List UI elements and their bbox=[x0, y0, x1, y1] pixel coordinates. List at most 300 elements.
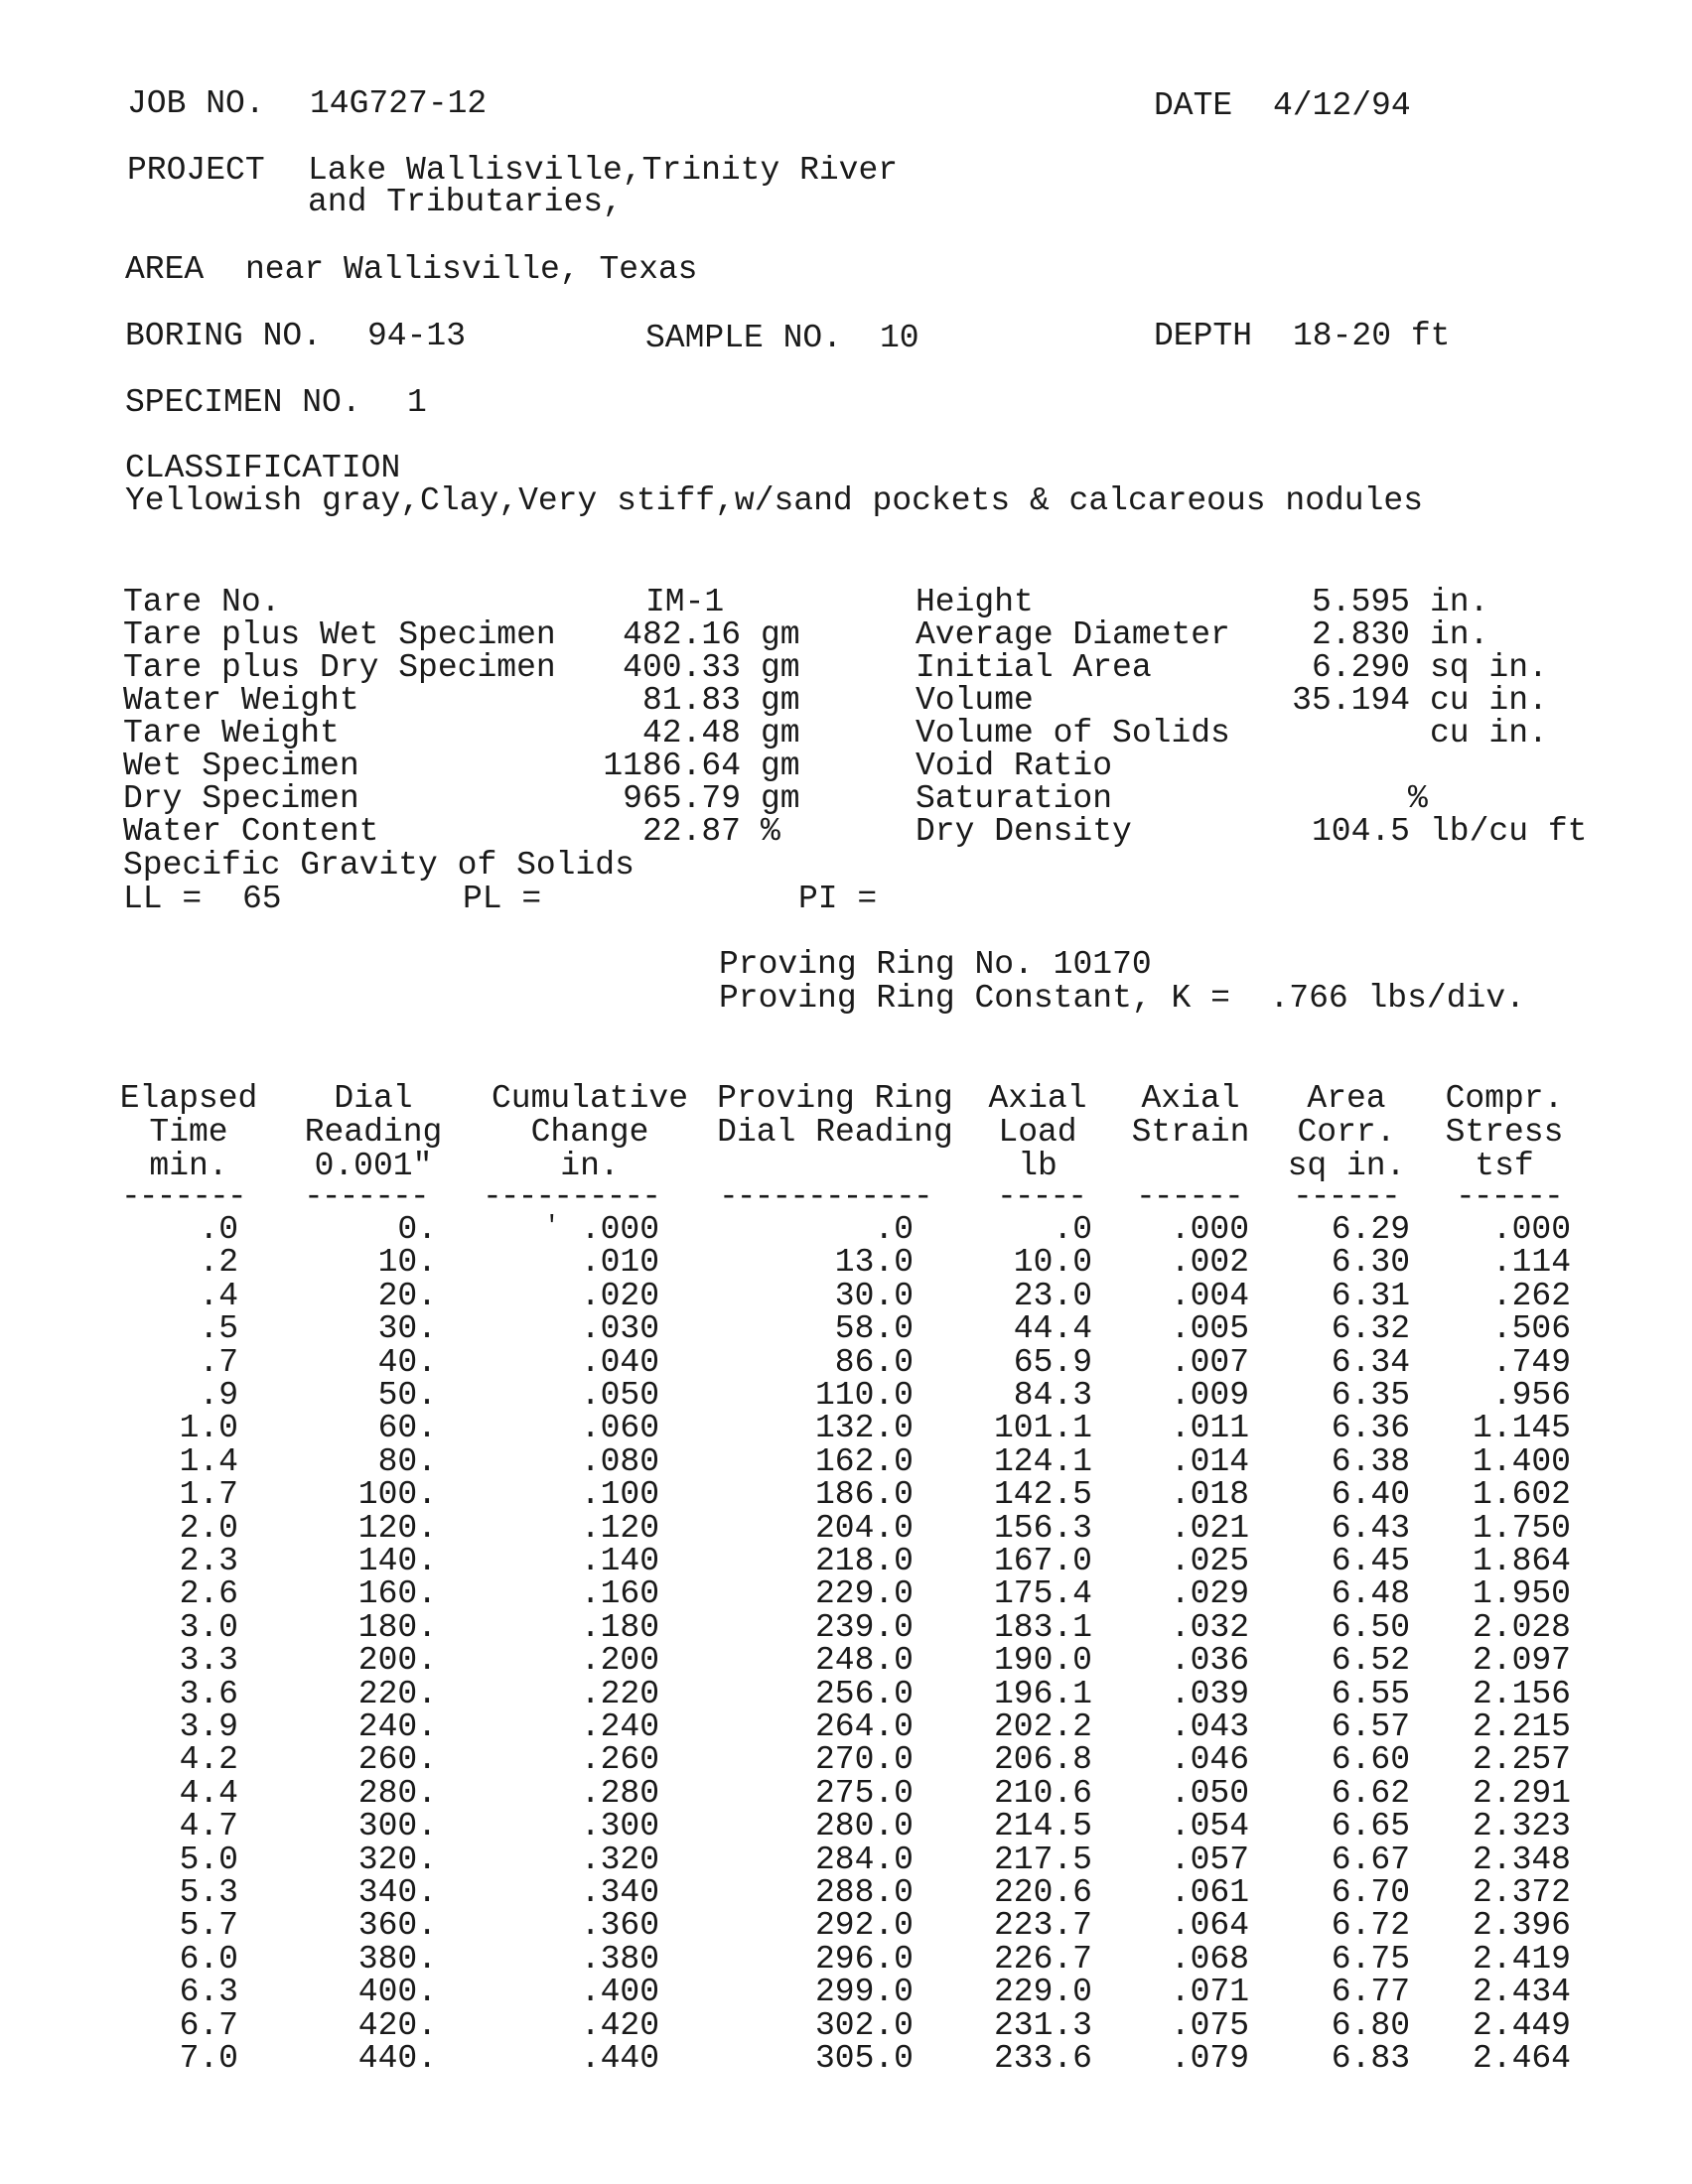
table-cell: 260. bbox=[357, 1741, 437, 1779]
table-cell: 3.0 bbox=[179, 1608, 238, 1646]
table-cell: 1.750 bbox=[1472, 1509, 1571, 1547]
table-cell: .240 bbox=[580, 1708, 659, 1745]
table-cell: .011 bbox=[1170, 1410, 1249, 1447]
prop-unit: cu in. bbox=[1430, 715, 1548, 751]
table-cell: 4.4 bbox=[179, 1774, 238, 1812]
table-row bbox=[0, 1843, 1692, 1877]
table-row bbox=[0, 1608, 1692, 1646]
area-value: near Wallisville, Texas bbox=[245, 251, 698, 288]
table-row bbox=[0, 1312, 1692, 1346]
table-cell: 160. bbox=[357, 1575, 437, 1613]
prop-value: 22.87 bbox=[641, 813, 741, 850]
table-cell: 400. bbox=[357, 1974, 437, 2011]
sample-no-value: 10 bbox=[880, 320, 919, 356]
table-cell: .005 bbox=[1170, 1310, 1249, 1348]
table-cell: .050 bbox=[1170, 1774, 1249, 1812]
table-cell: .506 bbox=[1491, 1310, 1571, 1348]
table-cell: 6.55 bbox=[1331, 1675, 1410, 1712]
pl-label: PL = bbox=[463, 881, 542, 917]
table-cell: 214.5 bbox=[993, 1808, 1092, 1845]
table-cell: 296.0 bbox=[814, 1940, 914, 1978]
table-cell: 2.449 bbox=[1472, 2006, 1571, 2044]
table-cell: 233.6 bbox=[993, 2040, 1092, 2077]
table-cell: 156.3 bbox=[993, 1509, 1092, 1547]
date-value: 4/12/94 bbox=[1273, 87, 1411, 124]
table-cell: 6.62 bbox=[1331, 1774, 1410, 1812]
table-cell: 280. bbox=[357, 1774, 437, 1812]
prop-value: IM-1 bbox=[645, 584, 725, 620]
table-cell: 65.9 bbox=[1013, 1343, 1092, 1381]
area-label: AREA bbox=[125, 251, 205, 288]
table-cell: .079 bbox=[1170, 2040, 1249, 2077]
column-header-line: Change bbox=[530, 1114, 649, 1151]
prop-label: Volume bbox=[916, 682, 1034, 719]
table-cell: 299.0 bbox=[814, 1974, 914, 2011]
prop-label: Tare No. bbox=[123, 584, 281, 620]
table-cell: 264.0 bbox=[814, 1708, 914, 1745]
prop-unit: sq in. bbox=[1430, 649, 1548, 686]
project-label: PROJECT bbox=[127, 152, 265, 189]
specimen-no-label: SPECIMEN NO. bbox=[125, 384, 361, 421]
table-cell: 6.72 bbox=[1331, 1907, 1410, 1945]
table-cell: 1.145 bbox=[1472, 1410, 1571, 1447]
prop-label: Tare Weight bbox=[123, 715, 340, 751]
table-row bbox=[0, 1442, 1692, 1480]
table-cell: 6.38 bbox=[1331, 1442, 1410, 1480]
table-row bbox=[0, 1909, 1692, 1943]
table-cell: 167.0 bbox=[993, 1543, 1092, 1579]
column-header-line: sq in. bbox=[1287, 1148, 1406, 1184]
column-header-line: Strain bbox=[1131, 1114, 1250, 1151]
table-cell: 1.7 bbox=[179, 1476, 238, 1514]
table-cell: 300. bbox=[357, 1808, 437, 1845]
table-cell: .120 bbox=[580, 1509, 659, 1547]
table-cell: 2.419 bbox=[1472, 1940, 1571, 1978]
table-cell: .071 bbox=[1170, 1974, 1249, 2011]
prop-label: Void Ratio bbox=[916, 748, 1113, 784]
table-cell: .018 bbox=[1170, 1476, 1249, 1514]
table-cell: .7 bbox=[199, 1343, 238, 1381]
table-cell: 248.0 bbox=[814, 1642, 914, 1680]
table-cell: 2.372 bbox=[1472, 1874, 1571, 1911]
dash-divider: ------ bbox=[1136, 1178, 1242, 1215]
table-row bbox=[0, 1940, 1692, 1978]
classification-value: Yellowish gray,Clay,Very stiff,w/sand pockets & calcareous nodules bbox=[125, 482, 1424, 519]
prop-label: Tare plus Wet Specimen bbox=[123, 616, 556, 653]
table-cell: .140 bbox=[580, 1543, 659, 1579]
table-cell: 142.5 bbox=[993, 1476, 1092, 1514]
table-row bbox=[0, 1277, 1692, 1314]
table-cell: .000 bbox=[580, 1211, 659, 1248]
prop-value: 5.595 bbox=[1311, 584, 1410, 620]
column-header-line: Axial bbox=[1141, 1080, 1240, 1117]
table-cell: .114 bbox=[1491, 1244, 1571, 1282]
table-cell: 6.3 bbox=[179, 1974, 238, 2011]
table-cell: 6.31 bbox=[1331, 1277, 1410, 1314]
table-cell: 180. bbox=[357, 1608, 437, 1646]
table-cell: 6.36 bbox=[1331, 1410, 1410, 1447]
table-cell: 206.8 bbox=[993, 1741, 1092, 1779]
table-row bbox=[0, 2042, 1692, 2076]
table-cell: .280 bbox=[580, 1774, 659, 1812]
table-cell: .420 bbox=[580, 2006, 659, 2044]
table-cell: 217.5 bbox=[993, 1841, 1092, 1878]
prop-label: Water Weight bbox=[123, 682, 359, 719]
prop-unit: gm bbox=[761, 682, 800, 719]
prop-label: Wet Specimen bbox=[123, 748, 359, 784]
prop-value: 965.79 bbox=[623, 780, 741, 817]
proving-ring-constant: Proving Ring Constant, K = .766 lbs/div. bbox=[719, 980, 1525, 1017]
table-cell: 2.257 bbox=[1472, 1741, 1571, 1779]
table-cell: 4.7 bbox=[179, 1808, 238, 1845]
table-cell: 6.67 bbox=[1331, 1841, 1410, 1878]
prop-value: 1186.64 bbox=[603, 748, 741, 784]
table-cell: 86.0 bbox=[834, 1343, 914, 1381]
table-cell: 6.75 bbox=[1331, 1940, 1410, 1978]
table-row bbox=[0, 1743, 1692, 1777]
boring-no-label: BORING NO. bbox=[125, 318, 323, 354]
specimen-no-value: 1 bbox=[407, 384, 427, 421]
table-cell: 3.3 bbox=[179, 1642, 238, 1680]
table-cell: .030 bbox=[580, 1310, 659, 1348]
table-cell: .0 bbox=[199, 1211, 238, 1248]
table-cell: .054 bbox=[1170, 1808, 1249, 1845]
prop-label: Initial Area bbox=[916, 649, 1152, 686]
table-cell: .320 bbox=[580, 1841, 659, 1878]
table-cell: 6.0 bbox=[179, 1940, 238, 1978]
depth-label: DEPTH bbox=[1154, 318, 1253, 354]
column-header-line: Cumulative bbox=[491, 1080, 689, 1117]
table-cell: 60. bbox=[377, 1410, 437, 1447]
job-no-label: JOB NO. bbox=[127, 85, 265, 122]
table-cell: 218.0 bbox=[814, 1543, 914, 1579]
table-cell: .057 bbox=[1170, 1841, 1249, 1878]
prop-label: Height bbox=[916, 584, 1034, 620]
table-cell: 220.6 bbox=[993, 1874, 1092, 1911]
table-cell: 2.215 bbox=[1472, 1708, 1571, 1745]
table-cell: .004 bbox=[1170, 1277, 1249, 1314]
table-cell: 2.0 bbox=[179, 1509, 238, 1547]
prop-value: 6.290 bbox=[1311, 649, 1410, 686]
column-header-line: Time bbox=[149, 1114, 228, 1151]
table-row bbox=[0, 1213, 1692, 1247]
sample-no-label: SAMPLE NO. bbox=[645, 320, 843, 356]
pi-label: PI = bbox=[798, 881, 878, 917]
column-header-line: Proving Ring bbox=[717, 1080, 953, 1117]
prop-value: 2.830 bbox=[1311, 616, 1410, 653]
table-cell: .043 bbox=[1170, 1708, 1249, 1745]
table-cell: 2.323 bbox=[1472, 1808, 1571, 1845]
depth-value: 18-20 ft bbox=[1293, 318, 1451, 354]
table-cell: 2.434 bbox=[1472, 1974, 1571, 2011]
column-header-line: tsf bbox=[1475, 1148, 1534, 1184]
table-cell: 2.028 bbox=[1472, 1608, 1571, 1646]
table-cell: 50. bbox=[377, 1377, 437, 1414]
table-cell: .440 bbox=[580, 2040, 659, 2077]
table-cell: 10. bbox=[377, 1244, 437, 1282]
table-cell: 2.464 bbox=[1472, 2040, 1571, 2077]
table-cell: 30.0 bbox=[834, 1277, 914, 1314]
table-cell: 2.396 bbox=[1472, 1907, 1571, 1945]
ll-label: LL = bbox=[123, 881, 203, 917]
table-cell: 2.6 bbox=[179, 1575, 238, 1613]
table-cell: 360. bbox=[357, 1907, 437, 1945]
table-cell: .032 bbox=[1170, 1608, 1249, 1646]
table-row bbox=[0, 1810, 1692, 1843]
table-cell: 270.0 bbox=[814, 1741, 914, 1779]
column-header-line: Load bbox=[998, 1114, 1077, 1151]
table-cell: .007 bbox=[1170, 1343, 1249, 1381]
prop-value: 400.33 bbox=[623, 649, 741, 686]
table-cell: 6.70 bbox=[1331, 1874, 1410, 1911]
table-row bbox=[0, 1478, 1692, 1512]
table-cell: .9 bbox=[199, 1377, 238, 1414]
table-cell: .0 bbox=[1053, 1211, 1092, 1248]
dash-divider: ------ bbox=[1456, 1178, 1562, 1215]
table-cell: .064 bbox=[1170, 1907, 1249, 1945]
table-cell: 6.30 bbox=[1331, 1244, 1410, 1282]
dash-divider: ------- bbox=[304, 1178, 428, 1215]
classification-label: CLASSIFICATION bbox=[125, 450, 401, 486]
column-header-line: Stress bbox=[1445, 1114, 1564, 1151]
table-cell: 2.291 bbox=[1472, 1774, 1571, 1812]
column-header-line: 0.001" bbox=[314, 1148, 433, 1184]
prop-unit: gm bbox=[761, 649, 800, 686]
table-cell: 256.0 bbox=[814, 1675, 914, 1712]
table-cell: 440. bbox=[357, 2040, 437, 2077]
table-cell: 5.0 bbox=[179, 1841, 238, 1878]
table-cell: 1.400 bbox=[1472, 1442, 1571, 1480]
dash-divider: ---------- bbox=[483, 1178, 660, 1215]
prop-label: Average Diameter bbox=[916, 616, 1230, 653]
table-cell: 0. bbox=[397, 1211, 437, 1248]
table-cell: 6.43 bbox=[1331, 1509, 1410, 1547]
prop-value: 42.48 bbox=[641, 715, 741, 751]
table-row bbox=[0, 1976, 1692, 2009]
table-cell: .5 bbox=[199, 1310, 238, 1348]
table-cell: 239.0 bbox=[814, 1608, 914, 1646]
prop-unit: gm bbox=[761, 748, 800, 784]
table-cell: .340 bbox=[580, 1874, 659, 1911]
prop-unit: % bbox=[1408, 780, 1428, 817]
table-cell: 140. bbox=[357, 1543, 437, 1579]
prop-label: Volume of Solids bbox=[916, 715, 1230, 751]
table-cell: 162.0 bbox=[814, 1442, 914, 1480]
dash-divider: ------------ bbox=[719, 1178, 931, 1215]
table-cell: 223.7 bbox=[993, 1907, 1092, 1945]
prop-value: 81.83 bbox=[641, 682, 741, 719]
table-cell: .075 bbox=[1170, 2006, 1249, 2044]
table-cell: 6.48 bbox=[1331, 1575, 1410, 1613]
table-cell: 240. bbox=[357, 1708, 437, 1745]
table-row bbox=[0, 1675, 1692, 1712]
table-cell: 190.0 bbox=[993, 1642, 1092, 1680]
project-line-1: Lake Wallisville,Trinity River bbox=[308, 152, 899, 189]
table-cell: 288.0 bbox=[814, 1874, 914, 1911]
table-cell: .262 bbox=[1491, 1277, 1571, 1314]
dash-divider: ----- bbox=[997, 1178, 1086, 1215]
table-cell: 284.0 bbox=[814, 1841, 914, 1878]
table-cell: 275.0 bbox=[814, 1774, 914, 1812]
table-cell: 229.0 bbox=[814, 1575, 914, 1613]
table-cell: 340. bbox=[357, 1874, 437, 1911]
table-cell: 302.0 bbox=[814, 2006, 914, 2044]
table-cell: 229.0 bbox=[993, 1974, 1092, 2011]
table-cell: 120. bbox=[357, 1509, 437, 1547]
stray-mark: ' bbox=[544, 1211, 560, 1241]
prop-label: Tare plus Dry Specimen bbox=[123, 649, 556, 686]
job-no-value: 14G727-12 bbox=[310, 85, 488, 122]
table-cell: 10.0 bbox=[1013, 1244, 1092, 1282]
table-cell: .0 bbox=[874, 1211, 914, 1248]
dash-divider: ------- bbox=[121, 1178, 245, 1215]
table-cell: .021 bbox=[1170, 1509, 1249, 1547]
table-row bbox=[0, 2006, 1692, 2044]
table-cell: 420. bbox=[357, 2006, 437, 2044]
column-header-line: lb bbox=[1018, 1148, 1058, 1184]
prop-label: Dry Specimen bbox=[123, 780, 359, 817]
table-cell: 1.0 bbox=[179, 1410, 238, 1447]
table-cell: 4.2 bbox=[179, 1741, 238, 1779]
table-cell: 1.4 bbox=[179, 1442, 238, 1480]
dash-divider: ------ bbox=[1293, 1178, 1399, 1215]
prop-value: 482.16 bbox=[623, 616, 741, 653]
table-cell: .200 bbox=[580, 1642, 659, 1680]
prop-value: 35.194 bbox=[1292, 682, 1410, 719]
table-cell: 7.0 bbox=[179, 2040, 238, 2077]
prop-label: Water Content bbox=[123, 813, 379, 850]
table-cell: 23.0 bbox=[1013, 1277, 1092, 1314]
table-cell: 5.3 bbox=[179, 1874, 238, 1911]
column-header-line: Area bbox=[1307, 1080, 1386, 1117]
table-cell: .029 bbox=[1170, 1575, 1249, 1613]
column-header-line: Compr. bbox=[1445, 1080, 1564, 1117]
table-cell: 110.0 bbox=[814, 1377, 914, 1414]
table-cell: 1.602 bbox=[1472, 1476, 1571, 1514]
table-cell: .025 bbox=[1170, 1543, 1249, 1579]
boring-no-value: 94-13 bbox=[367, 318, 467, 354]
column-header-line: Corr. bbox=[1297, 1114, 1396, 1151]
table-row bbox=[0, 1774, 1692, 1812]
table-cell: 6.32 bbox=[1331, 1310, 1410, 1348]
table-cell: 6.52 bbox=[1331, 1642, 1410, 1680]
table-cell: 5.7 bbox=[179, 1907, 238, 1945]
table-row bbox=[0, 1577, 1692, 1611]
table-cell: .050 bbox=[580, 1377, 659, 1414]
table-cell: .4 bbox=[199, 1277, 238, 1314]
table-cell: 196.1 bbox=[993, 1675, 1092, 1712]
table-row bbox=[0, 1246, 1692, 1280]
table-cell: .000 bbox=[1170, 1211, 1249, 1248]
table-cell: 305.0 bbox=[814, 2040, 914, 2077]
prop-unit: gm bbox=[761, 616, 800, 653]
table-cell: 80. bbox=[377, 1442, 437, 1480]
table-cell: .002 bbox=[1170, 1244, 1249, 1282]
table-row bbox=[0, 1876, 1692, 1910]
table-cell: .068 bbox=[1170, 1940, 1249, 1978]
table-cell: .061 bbox=[1170, 1874, 1249, 1911]
table-cell: .220 bbox=[580, 1675, 659, 1712]
prop-label: Dry Density bbox=[916, 813, 1132, 850]
table-cell: .160 bbox=[580, 1575, 659, 1613]
table-row bbox=[0, 1509, 1692, 1547]
table-cell: .000 bbox=[1491, 1211, 1571, 1248]
table-cell: 292.0 bbox=[814, 1907, 914, 1945]
table-row bbox=[0, 1710, 1692, 1744]
table-cell: .956 bbox=[1491, 1377, 1571, 1414]
table-cell: 183.1 bbox=[993, 1608, 1092, 1646]
table-cell: 100. bbox=[357, 1476, 437, 1514]
table-cell: 2.348 bbox=[1472, 1841, 1571, 1878]
prop-unit: % bbox=[761, 813, 780, 850]
table-cell: 6.7 bbox=[179, 2006, 238, 2044]
table-cell: .400 bbox=[580, 1974, 659, 2011]
table-row bbox=[0, 1379, 1692, 1413]
table-cell: 6.50 bbox=[1331, 1608, 1410, 1646]
date-label: DATE bbox=[1154, 87, 1233, 124]
table-cell: 204.0 bbox=[814, 1509, 914, 1547]
table-cell: 40. bbox=[377, 1343, 437, 1381]
table-cell: 6.57 bbox=[1331, 1708, 1410, 1745]
table-row bbox=[0, 1644, 1692, 1678]
table-cell: 186.0 bbox=[814, 1476, 914, 1514]
table-cell: 220. bbox=[357, 1675, 437, 1712]
table-cell: 6.40 bbox=[1331, 1476, 1410, 1514]
table-cell: 6.80 bbox=[1331, 2006, 1410, 2044]
table-cell: 2.3 bbox=[179, 1543, 238, 1579]
prop-unit: lb/cu ft bbox=[1430, 813, 1588, 850]
table-cell: 2.097 bbox=[1472, 1642, 1571, 1680]
table-cell: 2.156 bbox=[1472, 1675, 1571, 1712]
column-header-line: Reading bbox=[304, 1114, 443, 1151]
column-header-line: Dial bbox=[334, 1080, 413, 1117]
table-cell: .010 bbox=[580, 1244, 659, 1282]
table-cell: .040 bbox=[580, 1343, 659, 1381]
column-header-line: Dial Reading bbox=[717, 1114, 953, 1151]
table-cell: 6.35 bbox=[1331, 1377, 1410, 1414]
table-cell: 13.0 bbox=[834, 1244, 914, 1282]
column-header-line: Elapsed bbox=[119, 1080, 258, 1117]
table-cell: 6.34 bbox=[1331, 1343, 1410, 1381]
table-cell: .020 bbox=[580, 1277, 659, 1314]
table-cell: 20. bbox=[377, 1277, 437, 1314]
table-cell: .100 bbox=[580, 1476, 659, 1514]
table-cell: 3.9 bbox=[179, 1708, 238, 1745]
table-cell: 202.2 bbox=[993, 1708, 1092, 1745]
table-cell: 30. bbox=[377, 1310, 437, 1348]
table-cell: .060 bbox=[580, 1410, 659, 1447]
table-cell: 280.0 bbox=[814, 1808, 914, 1845]
table-cell: .014 bbox=[1170, 1442, 1249, 1480]
table-cell: 1.864 bbox=[1472, 1543, 1571, 1579]
table-cell: 84.3 bbox=[1013, 1377, 1092, 1414]
table-cell: 124.1 bbox=[993, 1442, 1092, 1480]
proving-ring-number: Proving Ring No. 10170 bbox=[719, 946, 1152, 983]
prop-value: 104.5 bbox=[1311, 813, 1410, 850]
prop-unit: cu in. bbox=[1430, 682, 1548, 719]
column-header-line: Axial bbox=[988, 1080, 1087, 1117]
table-cell: .2 bbox=[199, 1244, 238, 1282]
table-cell: 44.4 bbox=[1013, 1310, 1092, 1348]
table-cell: .039 bbox=[1170, 1675, 1249, 1712]
table-row bbox=[0, 1545, 1692, 1578]
table-cell: 380. bbox=[357, 1940, 437, 1978]
table-cell: 175.4 bbox=[993, 1575, 1092, 1613]
table-cell: 132.0 bbox=[814, 1410, 914, 1447]
column-header-line: min. bbox=[149, 1148, 228, 1184]
table-cell: 58.0 bbox=[834, 1310, 914, 1348]
prop-label: Saturation bbox=[916, 780, 1113, 817]
